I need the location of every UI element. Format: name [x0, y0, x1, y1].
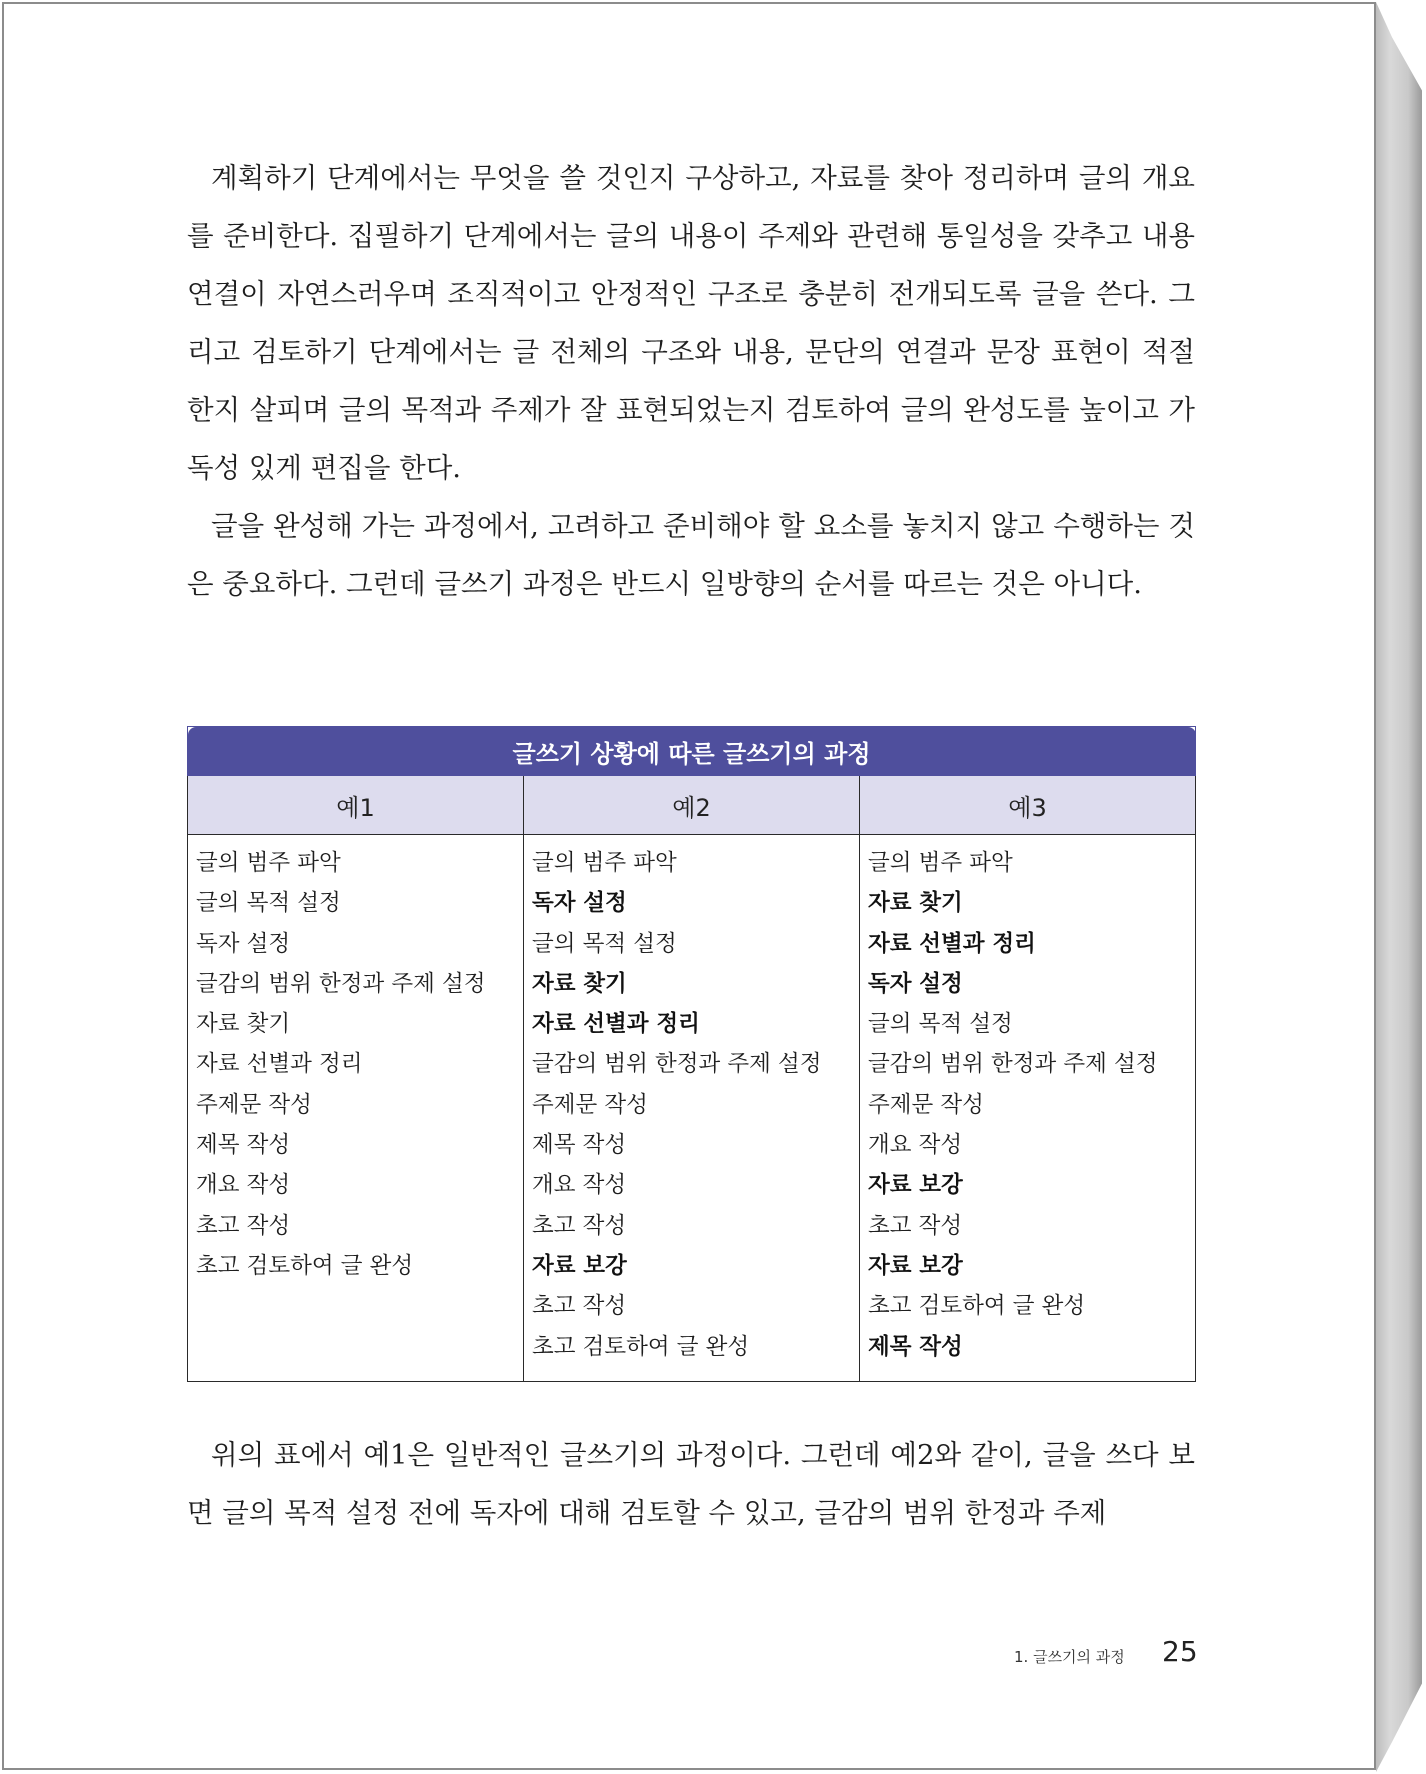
process-step: 주제문 작성 [532, 1091, 648, 1118]
process-step: 글의 목적 설정 [532, 930, 677, 957]
process-step: 주제문 작성 [868, 1091, 984, 1118]
process-step: 글의 목적 설정 [196, 890, 341, 917]
paragraph-table-explanation: 위의 표에서 예1은 일반적인 글쓰기의 과정이다. 그런데 예2와 같이, 글을 쓰다 보면 글의 목적 설정 전에 독자에 대해 검토할 수 있고, 글감의 범위 한정과 주제 [187, 1439, 1195, 1529]
process-step: 개요 작성 [868, 1132, 963, 1159]
process-step: 초고 검토하여 글 완성 [532, 1333, 750, 1360]
process-step: 자료 찾기 [532, 970, 627, 997]
process-step: 자료 보강 [532, 1252, 627, 1279]
process-step: 자료 찾기 [868, 890, 963, 917]
process-step: 초고 작성 [868, 1212, 963, 1239]
process-step: 개요 작성 [196, 1172, 291, 1199]
body-text-top [187, 149, 1195, 613]
column-header-example-2: 예2 [524, 776, 860, 835]
process-step: 글감의 범위 한정과 주제 설정 [196, 970, 486, 997]
footer-chapter-title: 1. 글쓰기의 과정 [1014, 1648, 1125, 1666]
process-step: 자료 선별과 정리 [196, 1051, 363, 1078]
table-title: 글쓰기 상황에 따른 글쓰기의 과정 [188, 727, 1196, 776]
process-step: 주제문 작성 [196, 1091, 312, 1118]
process-step: 제목 작성 [532, 1132, 627, 1159]
process-step: 초고 작성 [532, 1212, 627, 1239]
column-header-example-1: 예1 [188, 776, 524, 835]
column-header-example-3: 예3 [860, 776, 1196, 835]
writing-process-table [187, 726, 1196, 1382]
process-step: 자료 보강 [868, 1252, 963, 1279]
process-step: 제목 작성 [196, 1132, 291, 1159]
process-step: 자료 찾기 [196, 1011, 291, 1038]
process-step: 개요 작성 [532, 1172, 627, 1199]
paragraph-process-order: 글을 완성해 가는 과정에서, 고려하고 준비해야 할 요소를 놓치지 않고 수행하는 것은 중요하다. 그런데 글쓰기 과정은 반드시 일방향의 순서를 따르는 것은 아니다. [187, 510, 1195, 600]
process-step: 글감의 범위 한정과 주제 설정 [532, 1051, 822, 1078]
process-step: 초고 검토하여 글 완성 [196, 1252, 414, 1279]
process-step: 자료 선별과 정리 [868, 930, 1036, 957]
column-steps-example-1 [188, 835, 524, 1382]
process-step: 제목 작성 [868, 1333, 963, 1360]
body-text-bottom [187, 1426, 1195, 1542]
process-step: 독자 설정 [196, 930, 291, 957]
process-step: 글의 목적 설정 [868, 1011, 1013, 1038]
process-step: 글감의 범위 한정과 주제 설정 [868, 1051, 1158, 1078]
process-step: 글의 범주 파악 [868, 850, 1013, 876]
process-step: 자료 선별과 정리 [532, 1011, 700, 1038]
book-page-edges [1376, 2, 1422, 1772]
process-step: 초고 검토하여 글 완성 [868, 1293, 1086, 1320]
process-step: 자료 보강 [868, 1172, 963, 1199]
paragraph-planning-stages: 계획하기 단계에서는 무엇을 쓸 것인지 구상하고, 자료를 찾아 정리하며 글의 개요를 준비한다. 집필하기 단계에서는 글의 내용이 주제와 관련해 통일성을 갖추고 내용 연결이 자연스러우며 조직적이고 안정적인 구조로 충분히 전개되도록 글을 쓴다. 그리고 검토하기 단계에서는 글 전체의 구조와 내용, 문단의 연결과 문장 표현이 적절한지 살피며 글의 목적과 주제가 잘 표현되었는지 검토하여 글의 완성도를 높이고 가독성 있게 편집을 한다. [187, 162, 1195, 484]
book-page [2, 2, 1376, 1770]
process-step: 글의 범주 파악 [196, 850, 341, 876]
process-step: 초고 작성 [196, 1212, 291, 1239]
process-step: 독자 설정 [868, 970, 963, 997]
column-steps-example-3 [860, 835, 1196, 1382]
page-number: 25 [1162, 1635, 1198, 1668]
column-steps-example-2 [524, 835, 860, 1382]
process-step: 초고 작성 [532, 1293, 627, 1320]
process-step: 글의 범주 파악 [532, 850, 677, 876]
process-step: 독자 설정 [532, 890, 627, 917]
